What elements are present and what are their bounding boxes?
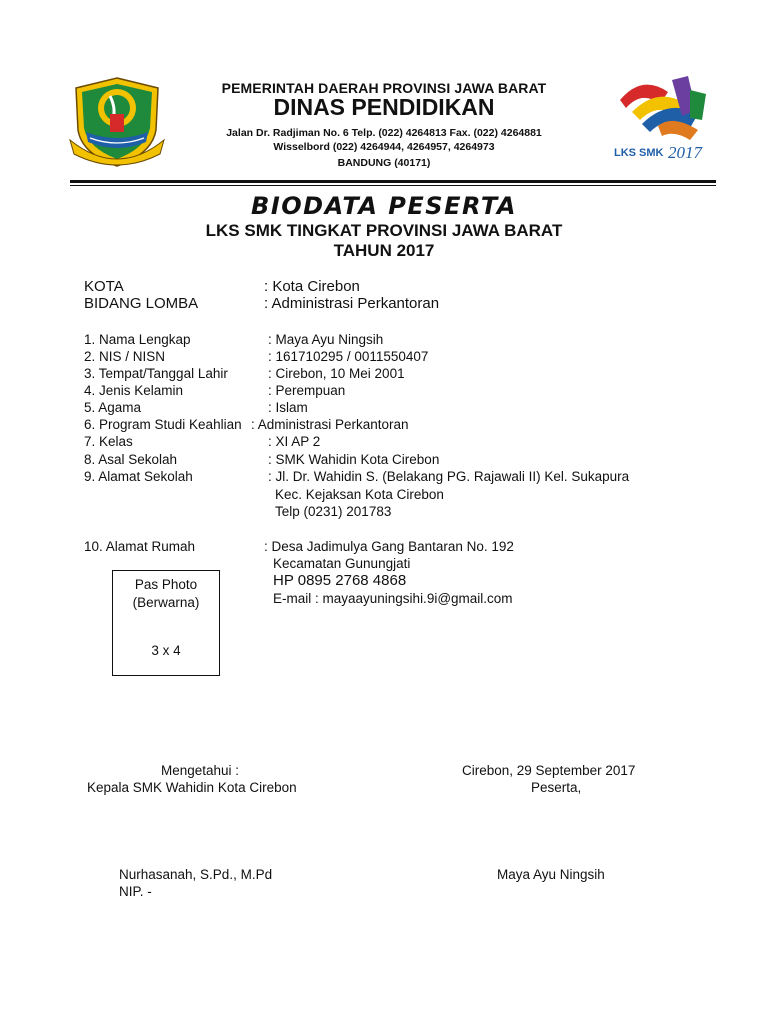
kelas-value: : XI AP 2 bbox=[268, 434, 321, 449]
program-studi-value: : Administrasi Perkantoran bbox=[251, 417, 409, 432]
principal-name: Nurhasanah, S.Pd., M.Pd bbox=[119, 867, 273, 882]
nama-value: : Maya Ayu Ningsih bbox=[268, 332, 384, 347]
svg-text:LKS SMK: LKS SMK bbox=[614, 147, 664, 159]
jenis-kelamin-label: 4. Jenis Kelamin bbox=[84, 383, 184, 398]
kelas-label: 7. Kelas bbox=[84, 434, 133, 449]
asal-sekolah-value: : SMK Wahidin Kota Cirebon bbox=[268, 452, 440, 467]
government-name: PEMERINTAH DAERAH PROVINSI JAWA BARAT bbox=[221, 80, 547, 96]
jenis-kelamin-value: : Perempuan bbox=[268, 383, 346, 398]
participant-name: Maya Ayu Ningsih bbox=[497, 867, 605, 882]
year-title: TAHUN 2017 bbox=[333, 241, 435, 260]
address-line-2: Wisselbord (022) 4264944, 4264957, 4264973 bbox=[273, 141, 495, 153]
alamat-sekolah-label: 9. Alamat Sekolah bbox=[84, 469, 193, 484]
nama-label: 1. Nama Lengkap bbox=[84, 332, 191, 347]
alamat-rumah-line-2: Kecamatan Gunungjati bbox=[273, 556, 411, 571]
agama-label: 5. Agama bbox=[84, 400, 142, 415]
bidang-lomba-label: BIDANG LOMBA bbox=[84, 295, 199, 312]
bidang-lomba-value: : Administrasi Perkantoran bbox=[264, 295, 440, 312]
department-name: DINAS PENDIDIKAN bbox=[273, 94, 495, 120]
nis-value: : 161710295 / 0011550407 bbox=[268, 349, 429, 364]
address-line-1: Jalan Dr. Radjiman No. 6 Telp. (022) 4264813 Fax. (022) 4264881 bbox=[226, 127, 542, 139]
alamat-sekolah-line-2: Kec. Kejaksan Kota Cirebon bbox=[275, 487, 444, 502]
header-divider-thin bbox=[70, 185, 716, 186]
principal-title: Kepala SMK Wahidin Kota Cirebon bbox=[87, 780, 297, 795]
email-address: E-mail : mayaayuningsihi.9i@gmail.com bbox=[273, 591, 513, 606]
participant-title: Peserta, bbox=[531, 780, 582, 795]
alamat-rumah-value: : Desa Jadimulya Gang Bantaran No. 192 bbox=[264, 539, 514, 554]
agama-value: : Islam bbox=[268, 400, 308, 415]
phone-number: HP 0895 2768 4868 bbox=[273, 572, 407, 589]
asal-sekolah-label: 8. Asal Sekolah bbox=[84, 452, 178, 467]
document-title: BIODATA PESERTA bbox=[251, 192, 517, 220]
acknowledged-label: Mengetahui : bbox=[161, 763, 240, 778]
address-line-3: BANDUNG (40171) bbox=[337, 157, 431, 169]
photo-size: 3 x 4 bbox=[151, 643, 181, 658]
nis-label: 2. NIS / NISN bbox=[84, 349, 166, 364]
header-divider-thick bbox=[70, 180, 716, 183]
kota-label: KOTA bbox=[84, 278, 124, 295]
alamat-sekolah-value: : Jl. Dr. Wahidin S. (Belakang PG. Rajawali II) Kel. Sukapura bbox=[268, 469, 630, 484]
competition-title: LKS SMK TINGKAT PROVINSI JAWA BARAT bbox=[205, 221, 563, 240]
alamat-rumah-label: 10. Alamat Rumah bbox=[84, 539, 196, 554]
program-studi-label: 6. Program Studi Keahlian bbox=[84, 417, 242, 432]
alamat-sekolah-phone: Telp (0231) 201783 bbox=[275, 504, 392, 519]
photo-label: Pas Photo bbox=[134, 577, 198, 592]
photo-color-note: (Berwarna) bbox=[132, 595, 200, 610]
photo-placeholder-box bbox=[112, 570, 220, 676]
ttl-value: : Cirebon, 10 Mei 2001 bbox=[268, 366, 405, 381]
svg-text:2017: 2017 bbox=[668, 143, 702, 162]
ttl-label: 3. Tempat/Tanggal Lahir bbox=[84, 366, 228, 381]
signing-place-date: Cirebon, 29 September 2017 bbox=[462, 763, 636, 778]
kota-value: : Kota Cirebon bbox=[264, 278, 360, 295]
principal-nip: NIP. - bbox=[119, 884, 152, 899]
